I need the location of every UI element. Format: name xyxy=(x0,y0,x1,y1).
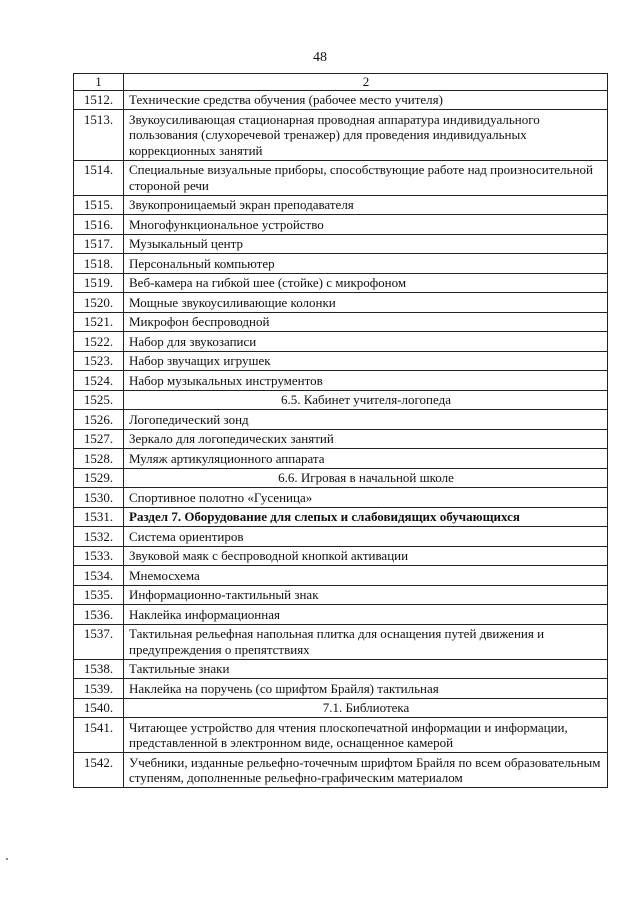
row-number: 1528. xyxy=(74,449,124,469)
row-item-name: Спортивное полотно «Гусеница» xyxy=(124,488,608,508)
row-number: 1523. xyxy=(74,351,124,371)
table-row xyxy=(74,110,608,161)
row-number: 1514. xyxy=(74,160,124,195)
column-header-number: 1 xyxy=(74,74,124,91)
row-number: 1536. xyxy=(74,605,124,625)
row-number: 1525. xyxy=(74,390,124,410)
table-row xyxy=(74,679,608,699)
row-number: 1526. xyxy=(74,410,124,430)
row-number: 1531. xyxy=(74,507,124,527)
row-number: 1516. xyxy=(74,215,124,235)
row-item-name: Персональный компьютер xyxy=(124,254,608,274)
row-number: 1527. xyxy=(74,429,124,449)
row-item-name: Наклейка на поручень (со шрифтом Брайля) тактильная xyxy=(124,679,608,699)
row-number: 1521. xyxy=(74,312,124,332)
row-item-name: Мнемосхема xyxy=(124,566,608,586)
row-item-name: Муляж артикуляционного аппарата xyxy=(124,449,608,469)
row-item-name: Технические средства обучения (рабочее место учителя) xyxy=(124,90,608,110)
table-row xyxy=(74,215,608,235)
table-row xyxy=(74,312,608,332)
row-number: 1524. xyxy=(74,371,124,391)
row-number: 1538. xyxy=(74,659,124,679)
section-title: Раздел 7. Оборудование для слепых и слабовидящих обучающихся xyxy=(124,507,608,527)
table-row xyxy=(74,659,608,679)
row-item-name: Многофункциональное устройство xyxy=(124,215,608,235)
section-heading-row xyxy=(74,507,608,527)
row-item-name: Наклейка информационная xyxy=(124,605,608,625)
row-number: 1540. xyxy=(74,698,124,718)
row-number: 1534. xyxy=(74,566,124,586)
row-number: 1539. xyxy=(74,679,124,699)
row-item-name: Учебники, изданные рельефно-точечным шрифтом Брайля по всем образовательным ступеням, дополненные рельефно-графическим материалом xyxy=(124,753,608,788)
table-row xyxy=(74,624,608,659)
row-number: 1522. xyxy=(74,332,124,352)
row-number: 1517. xyxy=(74,234,124,254)
row-item-name: Информационно-тактильный знак xyxy=(124,585,608,605)
row-item-name: Звуковой маяк с беспроводной кнопкой активации xyxy=(124,546,608,566)
row-item-name: Веб-камера на гибкой шее (стойке) с микрофоном xyxy=(124,273,608,293)
row-number: 1512. xyxy=(74,90,124,110)
table-row xyxy=(74,410,608,430)
page-number: 48 xyxy=(313,50,327,65)
table-row xyxy=(74,566,608,586)
table-row xyxy=(74,90,608,110)
table-row xyxy=(74,293,608,313)
table-row xyxy=(74,605,608,625)
table-row xyxy=(74,195,608,215)
table-row xyxy=(74,234,608,254)
table-row xyxy=(74,254,608,274)
row-number: 1535. xyxy=(74,585,124,605)
table-row xyxy=(74,429,608,449)
row-number: 1533. xyxy=(74,546,124,566)
row-item-name: Микрофон беспроводной xyxy=(124,312,608,332)
row-item-name: Набор звучащих игрушек xyxy=(124,351,608,371)
row-number: 1513. xyxy=(74,110,124,161)
row-number: 1519. xyxy=(74,273,124,293)
row-item-name: Тактильная рельефная напольная плитка для оснащения путей движения и предупреждения о препятствиях xyxy=(124,624,608,659)
table-row xyxy=(74,160,608,195)
subsection-title: 7.1. Библиотека xyxy=(124,698,608,718)
subsection-title: 6.6. Игровая в начальной школе xyxy=(124,468,608,488)
row-item-name: Звукоусиливающая стационарная проводная аппаратура индивидуального пользования (слухоречевой тренажер) для проведения индивидуальных коррекционных занятий xyxy=(124,110,608,161)
row-item-name: Логопедический зонд xyxy=(124,410,608,430)
table-row xyxy=(74,585,608,605)
table-row xyxy=(74,371,608,391)
row-number: 1541. xyxy=(74,718,124,753)
table-row xyxy=(74,332,608,352)
table-header-row xyxy=(74,74,608,91)
table-row xyxy=(74,273,608,293)
subsection-heading-row xyxy=(74,468,608,488)
row-item-name: Тактильные знаки xyxy=(124,659,608,679)
table-row xyxy=(74,449,608,469)
row-number: 1530. xyxy=(74,488,124,508)
row-item-name: Читающее устройство для чтения плоскопечатной информации и информации, представленной в электронном виде, оснащенное камерой xyxy=(124,718,608,753)
table-row xyxy=(74,546,608,566)
row-item-name: Музыкальный центр xyxy=(124,234,608,254)
subsection-heading-row xyxy=(74,390,608,410)
row-number: 1542. xyxy=(74,753,124,788)
scan-artifact xyxy=(6,858,8,860)
table-row xyxy=(74,488,608,508)
row-item-name: Звукопроницаемый экран преподавателя xyxy=(124,195,608,215)
table-row xyxy=(74,527,608,547)
subsection-title: 6.5. Кабинет учителя-логопеда xyxy=(124,390,608,410)
row-item-name: Система ориентиров xyxy=(124,527,608,547)
row-number: 1532. xyxy=(74,527,124,547)
row-number: 1518. xyxy=(74,254,124,274)
row-item-name: Набор музыкальных инструментов xyxy=(124,371,608,391)
row-number: 1529. xyxy=(74,468,124,488)
row-item-name: Набор для звукозаписи xyxy=(124,332,608,352)
row-number: 1537. xyxy=(74,624,124,659)
subsection-heading-row xyxy=(74,698,608,718)
table-row xyxy=(74,718,608,753)
row-item-name: Специальные визуальные приборы, способствующие работе над произносительной стороной речи xyxy=(124,160,608,195)
row-number: 1515. xyxy=(74,195,124,215)
row-item-name: Мощные звукоусиливающие колонки xyxy=(124,293,608,313)
equipment-table xyxy=(73,73,608,788)
row-item-name: Зеркало для логопедических занятий xyxy=(124,429,608,449)
row-number: 1520. xyxy=(74,293,124,313)
table-row xyxy=(74,351,608,371)
column-header-name: 2 xyxy=(124,74,608,91)
table-row xyxy=(74,753,608,788)
